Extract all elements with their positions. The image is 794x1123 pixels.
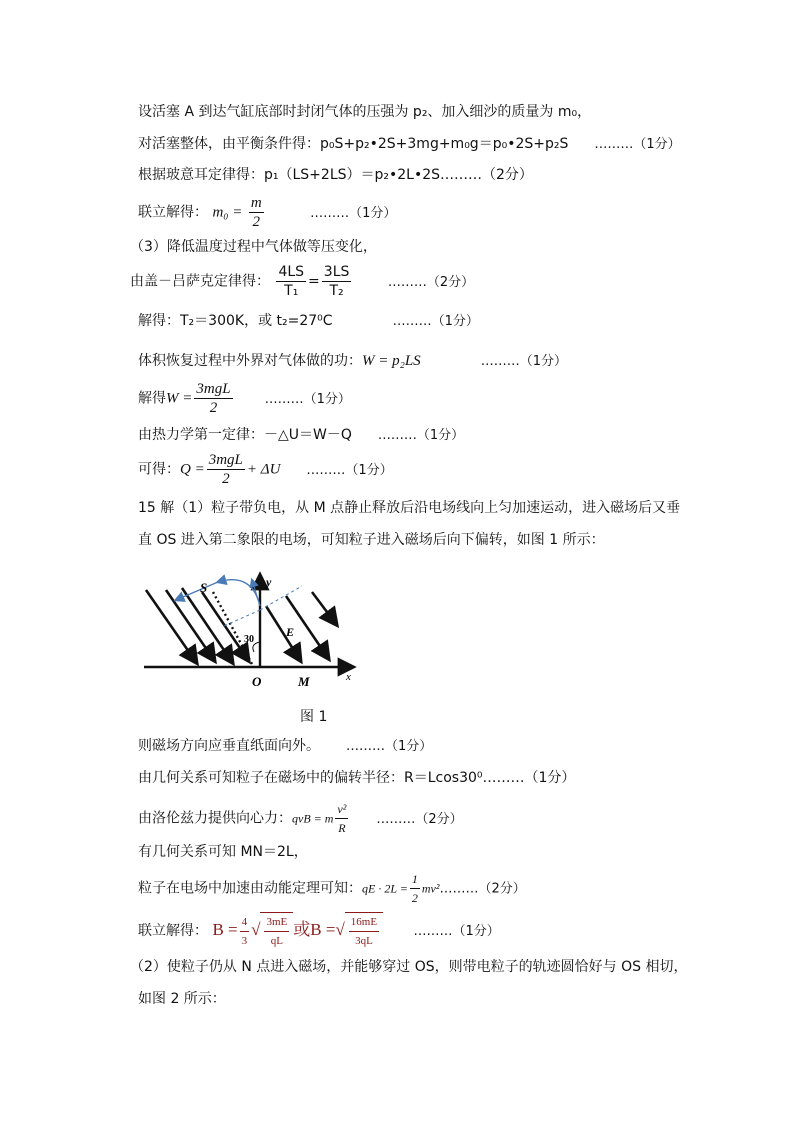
score-mark: ………（1分）	[480, 354, 567, 369]
numerator: 4LS	[278, 264, 305, 280]
label: 可得：	[138, 461, 180, 478]
score-mark: ………（2分）	[387, 274, 475, 290]
equation: 解得：T₂＝300K，或 t₂=27⁰C	[138, 313, 333, 329]
text-line: （2）使粒子仍从 N 点进入磁场，并能够穿过 OS，则带电粒子的轨迹圆恰好与 OS 相切，	[130, 959, 688, 975]
answer-b1: B =	[212, 920, 238, 939]
score-mark: ………（2分）	[376, 811, 463, 827]
label: 体积恢复过程中外界对气体做的功：	[138, 353, 362, 369]
text-line: 如图 2 所示：	[138, 991, 226, 1007]
label-o: O	[252, 674, 262, 689]
text-line: 根据玻意耳定律得：p₁（LS+2LS）＝p₂•2L•2S………（2分）	[138, 167, 533, 183]
fraction	[276, 263, 306, 300]
score-mark: ………（1分）	[377, 428, 465, 443]
score-mark: ………（2分）	[439, 881, 526, 897]
text-line: 由盖－吕萨克定律得： $\frac{4LS}{\text{T₁}}$ = $\frac{3LS}{\text{T₂}}$ ………（2分）	[130, 264, 475, 299]
electric-field-lines	[146, 588, 336, 662]
fraction	[410, 870, 420, 907]
math-tail: + ΔU	[246, 461, 281, 478]
text-line	[138, 194, 396, 231]
label: 联立解得：	[138, 923, 208, 939]
text-line	[138, 311, 479, 332]
numerator: 3mgL	[196, 381, 231, 397]
text-line	[138, 870, 526, 907]
sqrt-sign: √	[251, 920, 261, 939]
math-lhs: Q =	[180, 461, 205, 478]
fraction	[264, 913, 289, 950]
math-expr: qE · 2L =	[362, 881, 408, 896]
score-mark: ………（1分）	[264, 391, 351, 407]
numerator: 3LS	[323, 264, 350, 280]
coefficient	[240, 913, 250, 950]
text-line: 15 解（1）粒子带负电，从 M 点静止释放后沿电场线向上匀加速运动，进入磁场后又垂	[138, 500, 681, 516]
label-e: E	[286, 625, 295, 639]
text-line	[138, 425, 464, 446]
numerator: 4	[240, 913, 250, 932]
denominator: 3qL	[355, 935, 373, 947]
math-lhs: m₀ =	[212, 204, 243, 221]
equation: 由热力学第一定律：－△U＝W－Q	[138, 427, 352, 443]
text-line	[138, 800, 463, 837]
denominator: R	[338, 821, 346, 835]
figure-1-diagram	[140, 570, 360, 690]
denominator: 2	[222, 471, 230, 487]
math-lhs: W =	[166, 390, 193, 407]
score-mark: ………（1分）	[594, 137, 681, 152]
text-line	[138, 451, 393, 488]
denominator: T₁	[284, 283, 299, 299]
denominator: 2	[252, 214, 260, 230]
denominator: 2	[411, 891, 418, 905]
numerator: m	[250, 195, 262, 211]
score-mark: ………（1分）	[392, 314, 479, 329]
text-line: 由几何关系可知粒子在磁场中的偏转半径：R＝Lcos30⁰………（1分）	[138, 770, 576, 786]
fraction	[349, 913, 379, 950]
fraction	[322, 263, 352, 300]
score-mark: ………（1分）	[346, 739, 433, 754]
score-mark: ………（1分）	[306, 462, 393, 478]
label: 由洛伦兹力提供向心力：	[138, 810, 292, 827]
denominator: 3	[241, 934, 248, 947]
sqrt-radicand	[260, 912, 293, 950]
figure-caption: 图 1	[300, 709, 328, 725]
text-line: （3）降低温度过程中气体做等压变化，	[130, 239, 377, 255]
text-line: 有几何关系可知 MN＝2L，	[138, 844, 308, 860]
fraction	[249, 194, 264, 231]
equation: 对活塞整体，由平衡条件得：p₀S+p₂•2S+3mg+m₀g＝p₀•2S+p₂S	[138, 136, 569, 152]
sqrt-sign: √	[335, 920, 345, 939]
fraction	[194, 380, 232, 417]
denominator: 2	[209, 400, 218, 416]
label-y: y	[266, 575, 272, 589]
denominator: T₂	[329, 283, 344, 299]
sqrt-radicand	[345, 912, 383, 950]
label-x: x	[346, 671, 351, 683]
numerator: v²	[335, 800, 348, 819]
equation: 则磁场方向应垂直纸面向外。	[138, 738, 320, 754]
math-lhs: qvB = m	[292, 811, 334, 826]
label-m: M	[298, 674, 310, 689]
denominator: qL	[270, 935, 283, 947]
label-s: S	[200, 580, 208, 595]
label: 联立解得：	[138, 204, 208, 221]
os-line	[260, 586, 302, 610]
label: 粒子在电场中加速由动能定理可知：	[138, 880, 362, 897]
label: 由盖－吕萨克定律得：	[130, 273, 270, 290]
text-line	[138, 736, 432, 757]
score-mark: ………（1分）	[413, 924, 500, 939]
radius-dotted-line	[213, 592, 252, 664]
numerator: 3mgL	[208, 452, 243, 468]
text-line	[138, 912, 500, 950]
text-line	[138, 380, 351, 417]
numerator: 16mE	[349, 913, 379, 932]
text-line	[138, 134, 681, 155]
math-expr: W = p₂LS	[362, 353, 421, 369]
text-line	[138, 351, 567, 372]
fraction	[335, 800, 348, 837]
label: 解得	[138, 390, 166, 407]
math-tail: mv²	[421, 881, 440, 896]
label-angle: 30	[244, 634, 254, 645]
text-line: 设活塞 A 到达气缸底部时封闭气体的压强为 p₂、加入细沙的质量为 m₀，	[138, 104, 592, 120]
numerator: 1	[410, 870, 420, 889]
answer-or: 或B =	[293, 920, 336, 939]
numerator: 3mE	[264, 913, 289, 932]
text-line: 直 OS 进入第二象限的电场，可知粒子进入磁场后向下偏转，如图 1 所示：	[138, 532, 605, 548]
score-mark: ………（1分）	[310, 205, 397, 221]
fraction	[207, 451, 245, 488]
